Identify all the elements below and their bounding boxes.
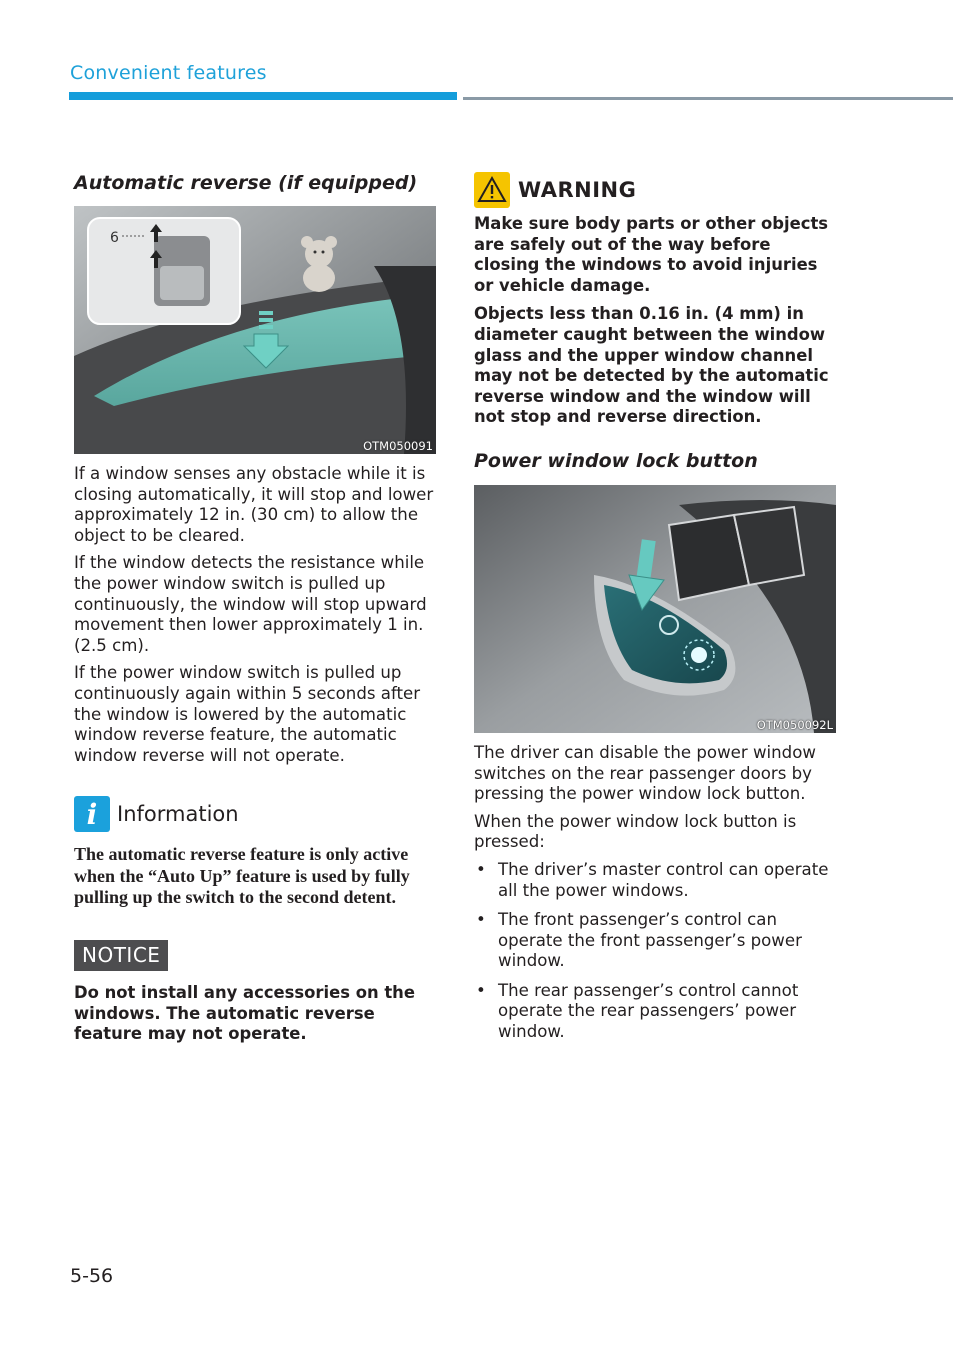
lock-button-illustration <box>474 485 836 733</box>
information-header <box>74 796 438 832</box>
warning-title: WARNING <box>518 178 637 202</box>
bullet-list <box>474 860 838 1043</box>
notice-text: Do not install any accessories on the windows. The automatic reverse feature may not operate. <box>74 982 415 1044</box>
warning-text: Objects less than 0.16 in. (4 mm) in diameter caught between the window glass and the upper window channel may not be detected by the automatic reverse window and the window will not stop and reverse direction. <box>474 304 829 427</box>
warning-header <box>474 172 838 208</box>
header-rule <box>463 97 953 100</box>
warning-text: Make sure body parts or other objects are safely out of the way before closing the windows to avoid injuries or vehicle damage. <box>474 214 829 295</box>
right-column <box>474 170 838 1052</box>
list-item: • The front passenger’s control can operate the front passenger’s power window. <box>474 910 838 972</box>
automatic-reverse-heading: Automatic reverse (if equipped) <box>74 172 418 194</box>
paragraph: If the window detects the resistance while the power window switch is pulled up continuously, the window will stop upward movement then lower approximately 1 in. (2.5 cm). <box>74 553 427 655</box>
paragraph: When the power window lock button is pressed: <box>474 811 797 852</box>
information-text: The automatic reverse feature is only active when the “Auto Up” feature is used by fully pulling up the switch to the second detent. <box>74 844 410 907</box>
information-title: Information <box>117 802 239 827</box>
list-item: • The driver’s master control can operate all the power windows. <box>474 860 838 901</box>
power-window-lock-figure <box>474 485 836 733</box>
paragraph: The driver can disable the power window switches on the rear passenger doors by pressing the power window lock button. <box>474 742 816 804</box>
automatic-reverse-figure <box>74 206 436 454</box>
notice-badge: NOTICE <box>74 940 168 971</box>
left-column <box>74 170 438 1045</box>
page-number: 5-56 <box>70 1265 114 1287</box>
header-rule-accent <box>69 92 457 100</box>
car-window-illustration <box>74 206 436 454</box>
paragraph: If a window senses any obstacle while it is closing automatically, it will stop and lower approximately 12 in. (30 cm) to allow the object to be cleared. <box>74 464 434 545</box>
power-window-lock-heading: Power window lock button <box>474 449 758 472</box>
figure-code: OTM050091 <box>363 439 433 453</box>
callout-number: 6 <box>110 230 119 246</box>
figure-code: OTM050092L <box>756 717 833 732</box>
list-item: • The rear passenger’s control cannot operate the rear passengers’ power window. <box>474 981 838 1043</box>
info-icon: i <box>74 796 110 832</box>
warning-icon <box>474 172 510 208</box>
paragraph: If the power window switch is pulled up continuously again within 5 seconds after the window is lowered by the automatic window reverse feature, the automatic window reverse will not operate. <box>74 663 421 765</box>
section-title: Convenient features <box>70 62 267 84</box>
